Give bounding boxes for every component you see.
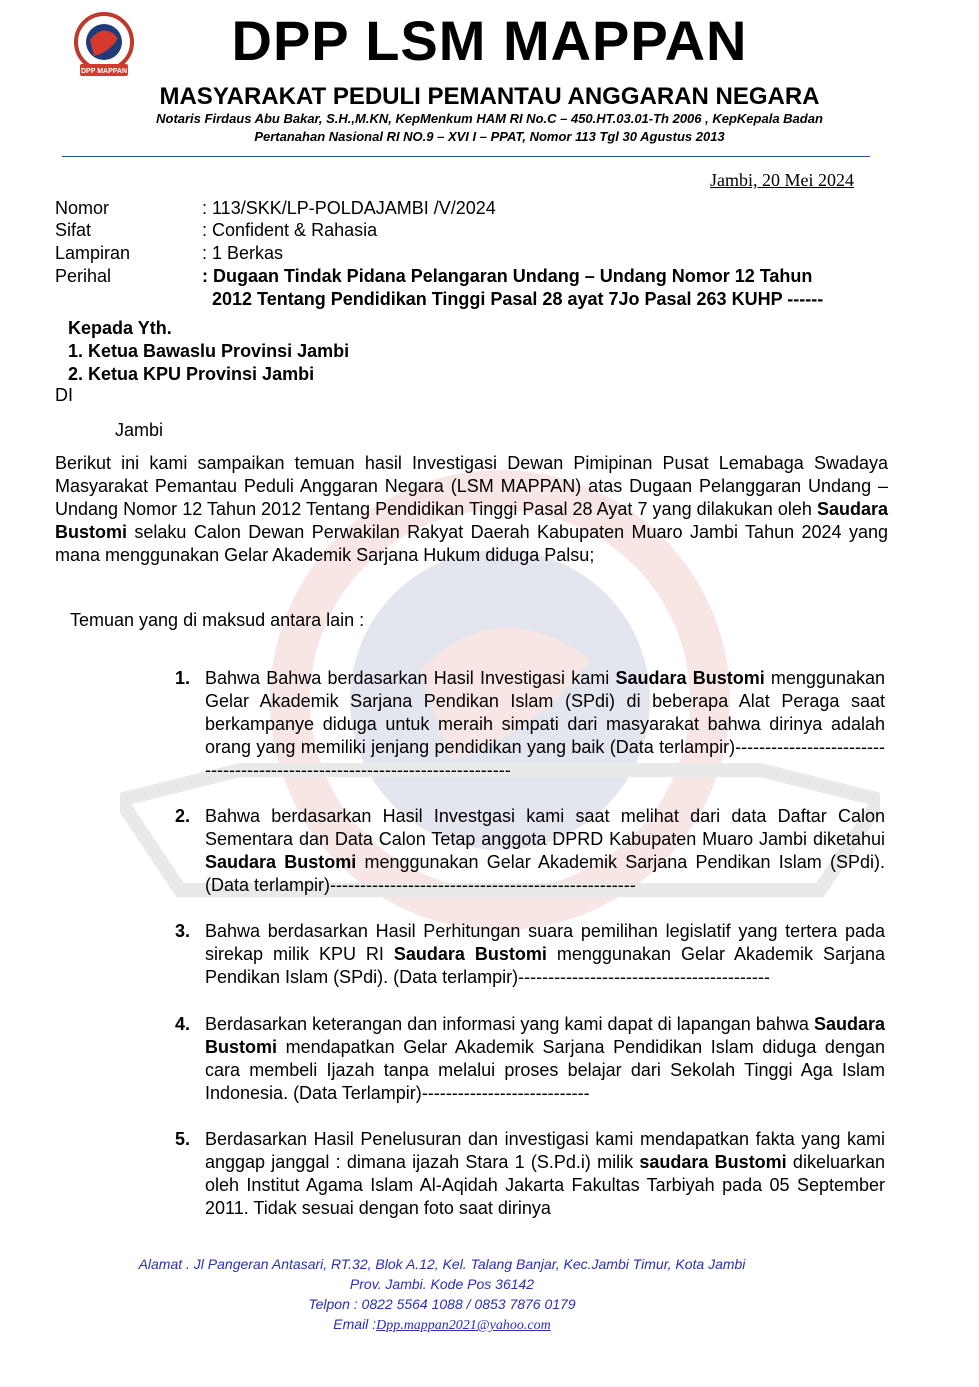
intro-paragraph	[55, 452, 888, 567]
intro-bold-name: Saudara Bustomi	[55, 499, 888, 542]
finding-text: Berdasarkan Hasil Penelusuran dan investigasi kami mendapatkan fakta yang kami anggap janggal : dimana ijazah Stara 1 (S.Pd.i) milik saudara Bustomi dikeluarkan oleh Institut Agama Islam Al-Aqidah Jakarta Fakultas Tarbiyah pada 05 September 2011. Tidak sesuai dengan foto saat dirinya	[205, 1129, 885, 1218]
email-label: Email :	[333, 1316, 377, 1332]
meta-label: Lampiran	[55, 243, 131, 263]
meta-label: Sifat	[55, 220, 92, 240]
meta-value: : 1 Berkas	[202, 243, 284, 263]
perihal-line-1: : Dugaan Tindak Pidana Pelangaran Undang – Undang Nomor 12 Tahun	[202, 266, 813, 286]
intro-text: selaku Calon Dewan Perwakilan Rakyat Daerah Kabupaten Muaro Jambi Tahun 2024 yang mana menggunakan Gelar Akademik Sarjana Hukum diduga Palsu;	[55, 522, 888, 565]
footer-email	[0, 1314, 884, 1336]
meta-value: : Confident & Rahasia	[202, 220, 378, 240]
finding-number: 1.	[175, 668, 191, 688]
header-divider	[62, 156, 870, 157]
meta-label: Nomor	[55, 198, 110, 218]
organization-subtitle: MASYARAKAT PEDULI PEMANTAU ANGGARAN NEGARA	[159, 83, 820, 110]
recipient-item: 2. Ketua KPU Provinsi Jambi	[68, 364, 315, 384]
finding-number: 5.	[175, 1129, 191, 1149]
email-link[interactable]: Dpp.mappan2021@yahoo.com	[376, 1318, 551, 1333]
footer-address: Alamat . Jl Pangeran Antasari, RT.32, Blok A.12, Kel. Talang Banjar, Kec.Jambi Timur, Kota Jambi	[138, 1256, 746, 1272]
organization-title: DPP LSM MAPPAN	[231, 9, 748, 72]
findings-heading: Temuan yang di maksud antara lain :	[70, 610, 365, 630]
finding-number: 4.	[175, 1014, 191, 1034]
recipient-heading: Kepada Yth.	[68, 318, 172, 338]
footer-phone: Telpon : 0822 5564 1088 / 0853 7876 0179	[308, 1296, 576, 1312]
footer-province: Prov. Jambi. Kode Pos 36142	[349, 1276, 535, 1292]
recipient-item: 1. Ketua Bawaslu Provinsi Jambi	[68, 341, 350, 361]
finding-text: Bahwa berdasarkan Hasil Investgasi kami saat melihat dari data Daftar Calon Sementara dan Data Calon Tetap anggota DPRD Kabupaten Muaro Jambi diketahui Saudara Bustomi menggunakan Gelar Akademik Sarjana Pendikan Islam (SPdi). (Data terlampir)---------------------------------------------------	[205, 806, 885, 895]
finding-text: Bahwa berdasarkan Hasil Perhitungan suara pemilihan legislatif yang tertera pada sirekap milik KPU RI Saudara Bustomi menggunakan Gelar Akademik Sarjana Pendikan Islam (SPdi). (Data terlampir)------------------------------------------	[205, 921, 885, 987]
logo-text: DPP MAPPAN	[80, 68, 128, 75]
recipient-place: Jambi	[115, 420, 164, 440]
notary-line-1: Notaris Firdaus Abu Bakar, S.H.,M.KN, KepMenkum HAM RI No.C – 450.HT.03.01-Th 2006 , KepKepala Badan	[156, 111, 823, 126]
letter-date: Jambi, 20 Mei 2024	[710, 170, 854, 190]
intro-text: Berikut ini kami sampaikan temuan hasil Investigasi Dewan Pimipinan Pusat Lemabaga Swadaya Masyarakat Pemantau Peduli Anggaran Negara (LSM MAPPAN) atas Dugaan Pelanggaran Undang – Undang Nomor 12 Tahun 2012 Tentang Pendidikan Tinggi Pasal 28 Ayat 7 yang dilakukan oleh	[55, 453, 888, 519]
finding-text: Bahwa Bahwa berdasarkan Hasil Investigasi kami Saudara Bustomi menggunakan Gelar Akademik Sarjana Pendikan Islam (SPdi) di beberapa Alat Peraga saat berkampanye diduga untuk meraih simpati dari masyarakat bahwa dirinya adalah orang yang memiliki jenjang pendidikan yang baik (Data terlampir)----------------------------------------------------------------------------	[205, 668, 886, 780]
finding-number: 2.	[175, 806, 191, 826]
perihal-line-2: 2012 Tentang Pendidikan Tinggi Pasal 28 ayat 7Jo Pasal 263 KUHP ------	[202, 289, 824, 309]
finding-text: Berdasarkan keterangan dan informasi yang kami dapat di lapangan bahwa Saudara Bustomi mendapatkan Gelar Akademik Sarjana Pendidikan Islam diduga dengan cara membeli Ijazah tanpa melalui proses belajar dari Sekolah Tinggi Aga Islam Indonesia. (Data Terlampir)----------------------------	[205, 1014, 885, 1103]
notary-info	[0, 110, 979, 146]
meta-label: Perihal	[55, 266, 112, 286]
meta-value: : 113/SKK/LP-POLDAJAMBI /V/2024	[202, 198, 496, 218]
notary-line-2: Pertanahan Nasional RI NO.9 – XVI I – PPAT, Nomor 113 Tgl 30 Agustus 2013	[254, 129, 725, 144]
finding-number: 3.	[175, 921, 191, 941]
recipient-di: DI	[55, 385, 73, 405]
